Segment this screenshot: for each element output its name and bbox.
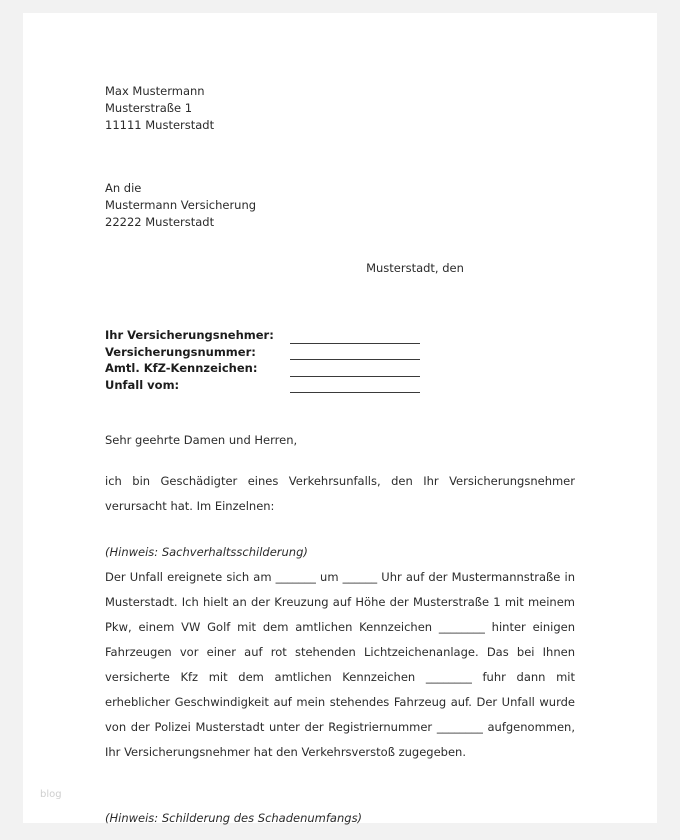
sender-name: Max Mustermann — [105, 84, 205, 98]
reference-row — [105, 360, 575, 377]
accident-description-paragraph: Der Unfall ereignete sich am _______ um ______ Uhr auf der Mustermannstraße in Musterstadt. Ich hielt an der Kreuzung auf Höhe der Musterstraße 1 mit meinem Pkw, einem VW Golf mit dem amtlichen Kennzeichen ________ hinter einigen Fahrzeugen vor einer auf rot stehenden Lichtzeichenanlage. Das bei Ihnen versicherte Kfz mit dem amtlichen Kennzeichen ________ fuhr dann mit erheblicher Geschwindigkeit auf mein stehendes Fahrzeug auf. Der Unfall wurde von der Polizei Musterstadt unter der Registriernummer ________ aufgenommen, Ihr Versicherungsnehmer hat den Verkehrsverstoß zugegeben. — [105, 570, 575, 759]
document-page — [23, 13, 657, 823]
hint-sachverhaltsschilderung: (Hinweis: Sachverhaltsschilderung) — [105, 545, 308, 559]
reference-row — [105, 377, 575, 394]
letter-content — [105, 83, 575, 825]
sender-address-block — [105, 83, 575, 134]
reference-label-policyholder: Ihr Versicherungsnehmer: — [105, 328, 274, 342]
reference-row — [105, 344, 575, 361]
reference-label-license-plate: Amtl. KfZ-Kennzeichen: — [105, 361, 258, 375]
reference-row — [105, 327, 575, 344]
hint-schadenumfang: (Hinweis: Schilderung des Schadenumfangs) — [105, 811, 363, 825]
watermark-label: blog — [40, 789, 62, 800]
recipient-line-3: 22222 Musterstadt — [105, 215, 215, 229]
reference-value-policy-number — [290, 347, 420, 360]
reference-value-accident-date — [290, 380, 420, 393]
date-line: Musterstadt, den — [366, 261, 464, 275]
intro-paragraph: ich bin Geschädigter eines Verkehrsunfalls, den Ihr Versicherungsnehmer verursacht hat. Im Einzelnen: — [105, 474, 575, 513]
sender-street: Musterstraße 1 — [105, 101, 193, 115]
reference-block — [105, 327, 575, 393]
salutation: Sehr geehrte Damen und Herren, — [105, 433, 298, 447]
recipient-line-1: An die — [105, 181, 142, 195]
sender-city: 11111 Musterstadt — [105, 118, 215, 132]
reference-value-license-plate — [290, 364, 420, 377]
recipient-line-2: Mustermann Versicherung — [105, 198, 257, 212]
reference-value-policyholder — [290, 331, 420, 344]
reference-label-policy-number: Versicherungsnummer: — [105, 344, 256, 359]
reference-label-accident-date: Unfall vom: — [105, 377, 180, 392]
recipient-address-block — [105, 180, 575, 231]
